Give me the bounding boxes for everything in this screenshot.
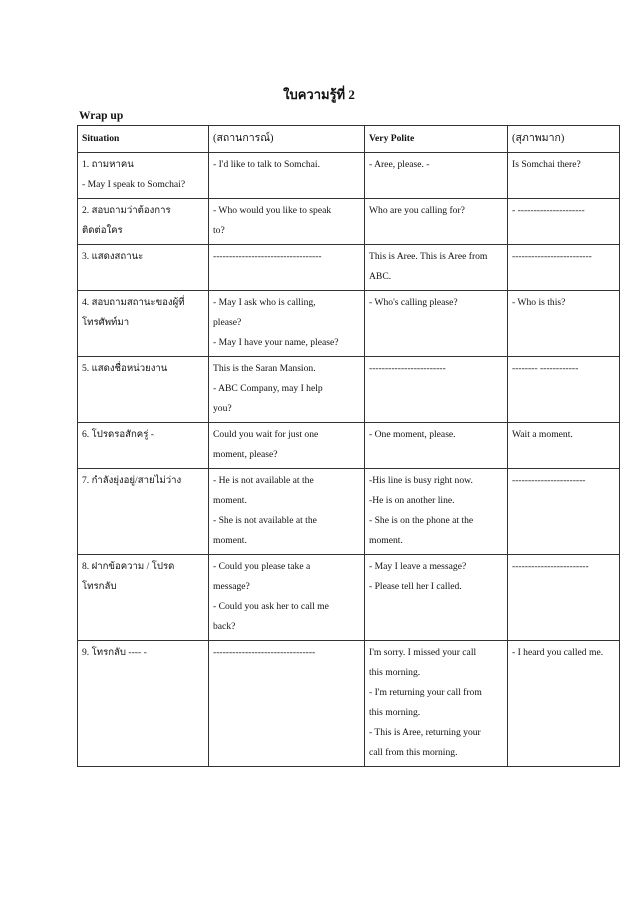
cell-line: 1. ถามหาคน [82,159,134,170]
polite-cell [508,641,620,767]
cell-line: This is Aree. This is Aree from [369,251,488,262]
expression-cell [209,199,365,245]
cell-line: - Aree, please. - [369,159,430,170]
cell-line: 3. แสดงสถานะ [82,251,144,262]
cell-line: this morning. [369,707,421,718]
cell-line: Who are you calling for? [369,205,465,216]
cell-line: โทรศัพท์มา [82,317,130,328]
cell-line: -------------------------------- [213,647,316,658]
cell-line: - He is not available at the [213,475,314,486]
cell-line: ---------------------------------- [213,251,322,262]
very-polite-cell [365,469,508,555]
cell-line: -His line is busy right now. [369,475,473,486]
cell-line: 5. แสดงชื่อหน่วยงาน [82,363,168,374]
situation-cell [78,153,209,199]
header-situation: Situation [78,126,209,153]
cell-line: This is the Saran Mansion. [213,363,316,374]
polite-cell [508,199,620,245]
situation-cell [78,555,209,641]
cell-line: I'm sorry. I missed your call [369,647,477,658]
table-row [78,199,620,245]
cell-line: moment. [213,495,247,506]
very-polite-cell [365,423,508,469]
polite-cell [508,423,620,469]
header-situation-thai: (สถานการณ์) [209,126,365,153]
expression-cell [209,245,365,291]
cell-line: ติดต่อใคร [82,225,123,236]
table-body [78,153,620,767]
cell-line: you? [213,403,232,414]
polite-cell [508,555,620,641]
table-row [78,641,620,767]
cell-line: - One moment, please. [369,429,456,440]
table-row [78,153,620,199]
polite-cell [508,291,620,357]
cell-line: 6. โปรดรอสักครู่ - [82,429,154,440]
cell-line: ------------------------- [512,251,592,262]
situation-cell [78,357,209,423]
cell-line: ------------------------ [512,561,589,572]
cell-line: please? [213,317,242,328]
cell-line: call from this morning. [369,747,458,758]
cell-line: -------- ------------ [512,363,579,374]
cell-line: - She is not available at the [213,515,317,526]
cell-line: Could you wait for just one [213,429,319,440]
situation-cell [78,641,209,767]
cell-line: back? [213,621,236,632]
expression-cell [209,153,365,199]
cell-line: - May I have your name, please? [213,337,339,348]
expression-cell [209,555,365,641]
situation-cell [78,291,209,357]
cell-line: message? [213,581,250,592]
cell-line: moment. [369,535,403,546]
cell-line: - --------------------- [512,205,585,216]
cell-line: - I'm returning your call from [369,687,482,698]
cell-line: - She is on the phone at the [369,515,474,526]
situation-cell [78,245,209,291]
cell-line: - I heard you called me. [512,647,604,658]
cell-line: ----------------------- [512,475,586,486]
cell-line: moment. [213,535,247,546]
cell-line: - Who is this? [512,297,566,308]
cell-line: Wait a moment. [512,429,573,440]
header-very-polite: Very Polite [365,126,508,153]
cell-line: - Who would you like to speak [213,205,332,216]
table-row [78,357,620,423]
situation-cell [78,199,209,245]
polite-cell [508,153,620,199]
wrap-up-table [77,125,620,767]
expression-cell [209,423,365,469]
cell-line: - ABC Company, may I help [213,383,323,394]
cell-line: - Please tell her I called. [369,581,462,592]
cell-line: 7. กำลังยุ่งอยู่/สายไม่ว่าง [82,475,182,486]
header-row [78,126,620,153]
situation-cell [78,469,209,555]
cell-line: moment, please? [213,449,278,460]
expression-cell [209,357,365,423]
very-polite-cell [365,199,508,245]
section-heading: Wrap up [79,110,124,122]
cell-line: - I'd like to talk to Somchai. [213,159,320,170]
cell-line: - May I leave a message? [369,561,467,572]
polite-cell [508,469,620,555]
cell-line: 8. ฝากข้อความ / โปรด [82,561,175,572]
cell-line: 4. สอบถามสถานะของผู้ที่ [82,297,185,308]
very-polite-cell [365,291,508,357]
cell-line: - This is Aree, returning your [369,727,481,738]
cell-line: - Who's calling please? [369,297,458,308]
very-polite-cell [365,641,508,767]
very-polite-cell [365,245,508,291]
cell-line: - May I speak to Somchai? [82,179,186,190]
table-row [78,555,620,641]
cell-line: - Could you please take a [213,561,311,572]
expression-cell [209,641,365,767]
cell-line: Is Somchai there? [512,159,581,170]
cell-line: โทรกลับ [82,581,117,592]
cell-line: to? [213,225,225,236]
very-polite-cell [365,555,508,641]
table-row [78,291,620,357]
header-very-polite-thai: (สุภาพมาก) [508,126,620,153]
cell-line: -He is on another line. [369,495,455,506]
expression-cell [209,291,365,357]
table-row [78,245,620,291]
cell-line: this morning. [369,667,421,678]
polite-cell [508,357,620,423]
cell-line: 9. โทรกลับ ---- - [82,647,147,658]
table-row [78,423,620,469]
table-row [78,469,620,555]
cell-line: ABC. [369,271,392,282]
worksheet-title: ใบความรู้ที่ 2 [283,87,355,102]
expression-cell [209,469,365,555]
polite-cell [508,245,620,291]
cell-line: - Could you ask her to call me [213,601,329,612]
cell-line: 2. สอบถามว่าต้องการ [82,205,171,216]
very-polite-cell [365,153,508,199]
cell-line: - May I ask who is calling, [213,297,316,308]
cell-line: ------------------------ [369,363,446,374]
very-polite-cell [365,357,508,423]
situation-cell [78,423,209,469]
